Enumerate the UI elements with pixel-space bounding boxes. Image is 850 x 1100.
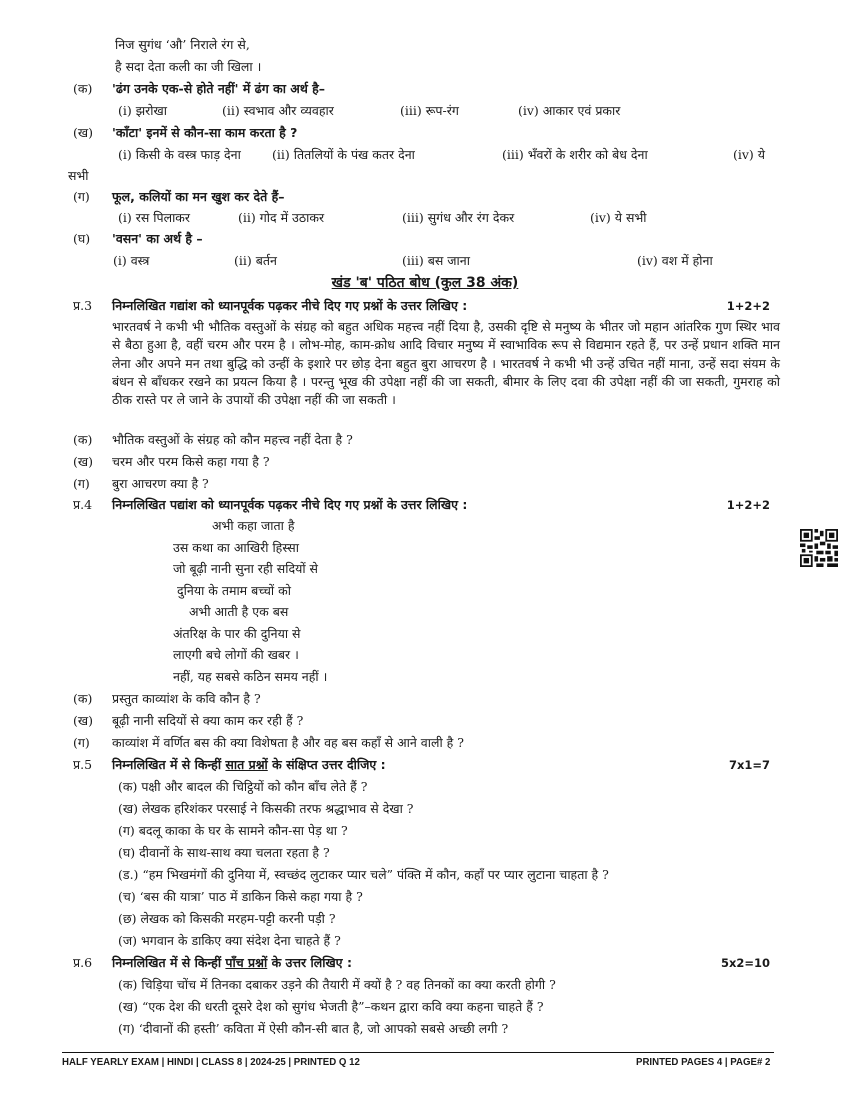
mcq-question: फूल, कलियों का मन खुश कर देते हैं– — [112, 189, 285, 204]
poem-line: निज सुगंध ‘औ’ निराले रंग से, — [115, 37, 250, 52]
sub-question-label: (ख) — [73, 713, 93, 728]
sub-question-label: (क) — [73, 691, 93, 706]
question-instruction: निम्नलिखित में से किन्हीं पाँच प्रश्नों के उत्तर लिखिए : — [112, 955, 352, 970]
sub-question: (घ) दीवानों के साथ-साथ क्या चलता रहता है ? — [118, 845, 330, 860]
prose-passage: भारतवर्ष ने कभी भी भौतिक वस्तुओं के संग्रह को बहुत अधिक महत्त्व नहीं दिया है, उसकी दृष्टि से मनुष्य के भीतर जो महान आंतरिक गुण स्थिर भाव से बैठा हुआ है, वहीं चरम और परम है । लोभ-मोह, काम-क्रोध आदि विचार मनुष्य में स्वाभाविक रूप से विद्यमान रहते हैं, पर उन्हें प्रधान शक्ति मान लेना और अपने मन तथा बुद्धि को उन्हीं के इशारे पर छोड़ देना बहुत बुरा आचरण है । भारतवर्ष ने कभी भी उन्हें उचित नहीं माना, उन्हें सदा संयम के बंधन से बाँधकर रखने का प्रयत्न किया है । परन्तु भूख की उपेक्षा नहीं की जा सकती, बीमार के लिए दवा की उपेक्षा नहीं की जा सकती, गुमराह को ठीक रास्ते पर ले जाने के उपायों की उपेक्षा नहीं की जा सकती । — [112, 319, 780, 408]
mcq-label: (क) — [73, 81, 93, 96]
question-instruction: निम्नलिखित में से किन्हीं सात प्रश्नों के संक्षिप्त उत्तर दीजिए : — [112, 757, 386, 772]
sub-question-label: (ख) — [73, 454, 93, 469]
poem-line: अभी आती है एक बस — [189, 604, 289, 619]
section-heading: खंड 'ब' पठित बोध (कुल 38 अंक) — [331, 275, 519, 291]
mcq-option: (i) रस पिलाकर — [118, 210, 191, 225]
sub-question-label: (ग) — [73, 735, 90, 750]
sub-question: (ग) बदलू काका के घर के सामने कौन-सा पेड़ था ? — [118, 823, 348, 838]
sub-question: (क) चिड़िया चोंच में तिनका दबाकर उड़ने की तैयारी में क्यों है ? वह तिनकों का क्या करती होगी ? — [118, 977, 556, 992]
poem-line: अंतरिक्ष के पार की दुनिया से — [173, 626, 301, 641]
footer-divider — [62, 1052, 774, 1053]
mcq-label: (घ) — [73, 231, 91, 246]
sub-question: प्रस्तुत काव्यांश के कवि कौन है ? — [112, 691, 261, 706]
mcq-option: (i) झरोखा — [118, 103, 167, 118]
sub-question-label: (ग) — [73, 476, 90, 491]
poem-line: उस कथा का आखिरी हिस्सा — [173, 540, 299, 555]
mcq-option: (iv) वश में होना — [637, 253, 713, 268]
mcq-option: (iii) बस जाना — [402, 253, 470, 268]
mcq-option: (iv) ये — [733, 147, 766, 162]
mcq-option: (iv) ये सभी — [590, 210, 647, 225]
sub-question: (ड.) “हम भिखमंगों की दुनिया में, स्वच्छंद लुटाकर प्यार चले” पंक्ति में कौन, कहाँ पर प्यार लुटाना चाहता है ? — [118, 867, 609, 882]
mcq-option-overflow: सभी — [68, 168, 89, 183]
sub-question: भौतिक वस्तुओं के संग्रह को कौन महत्त्व नहीं देता है ? — [112, 432, 353, 447]
mcq-option: (ii) बर्तन — [234, 253, 277, 268]
question-number: प्र.6 — [73, 955, 93, 970]
emphasized-count: पाँच प्रश्नों — [225, 955, 268, 970]
mcq-option: (ii) स्वभाव और व्यवहार — [222, 103, 334, 118]
mcq-option: (iv) आकार एवं प्रकार — [518, 103, 621, 118]
poem-line: लाएगी बचे लोगों की खबर । — [173, 647, 299, 662]
sub-question: (ख) लेखक हरिशंकर परसाई ने किसकी तरफ श्रद्धाभाव से देखा ? — [118, 801, 414, 816]
question-number: प्र.4 — [73, 497, 93, 512]
question-number: प्र.5 — [73, 757, 93, 772]
mcq-option: (ii) गोद में उठाकर — [238, 210, 325, 225]
mcq-question: 'वसन' का अर्थ है – — [112, 231, 203, 246]
mcq-question: 'काँटा' इनमें से कौन-सा काम करता है ? — [112, 125, 298, 140]
question-marks: 1+2+2 — [726, 299, 770, 313]
sub-question: (क) पक्षी और बादल की चिट्ठियों को कौन बाँच लेते हैं ? — [118, 779, 368, 794]
mcq-option: (ii) तितलियों के पंख कतर देना — [272, 147, 415, 162]
poem-line: दुनिया के तमाम बच्चों को — [177, 583, 291, 598]
sub-question-label: (क) — [73, 432, 93, 447]
sub-question: काव्यांश में वर्णित बस की क्या विशेषता है और वह बस कहाँ से आने वाली है ? — [112, 735, 464, 750]
sub-question: (च) ‘बस की यात्रा’ पाठ में डाकिन किसे कहा गया है ? — [118, 889, 363, 904]
question-instruction: निम्नलिखित गद्यांश को ध्यानपूर्वक पढ़कर नीचे दिए गए प्रश्नों के उत्तर लिखिए : — [112, 298, 468, 313]
mcq-label: (ख) — [73, 125, 93, 140]
question-marks: 7x1=7 — [728, 758, 770, 772]
sub-question: (ख) “एक देश की धरती दूसरे देश को सुगंध भेजती है”–कथन द्वारा कवि क्या कहना चाहते हैं ? — [118, 999, 544, 1014]
poem-line: है सदा देता कली का जी खिला । — [115, 59, 262, 74]
mcq-option: (i) किसी के वस्त्र फाड़ देना — [118, 147, 241, 162]
question-marks: 1+2+2 — [726, 498, 770, 512]
mcq-option: (iii) सुगंध और रंग देकर — [402, 210, 515, 225]
mcq-question: 'ढंग उनके एक-से होते नहीं' में ढंग का अर्थ है– — [112, 81, 326, 96]
question-instruction: निम्नलिखित पद्यांश को ध्यानपूर्वक पढ़कर नीचे दिए गए प्रश्नों के उत्तर लिखिए : — [112, 497, 468, 512]
question-marks: 5x2=10 — [720, 956, 770, 970]
sub-question: बूढ़ी नानी सदियों से क्या काम कर रही हैं ? — [112, 713, 304, 728]
sub-question: चरम और परम किसे कहा गया है ? — [112, 454, 270, 469]
sub-question: बुरा आचरण क्या है ? — [112, 476, 209, 491]
emphasized-count: सात प्रश्नों — [225, 757, 268, 772]
footer-left: HALF YEARLY EXAM | HINDI | CLASS 8 | 2024-25 | PRINTED Q 12 — [62, 1056, 360, 1068]
mcq-option: (iii) भँवरों के शरीर को बेध देना — [502, 147, 648, 162]
question-number: प्र.3 — [73, 298, 93, 313]
mcq-option: (iii) रूप-रंग — [400, 103, 459, 118]
sub-question: (ग) ‘दीवानों की हस्ती’ कविता में ऐसी कौन-सी बात है, जो आपको सबसे अच्छी लगी ? — [118, 1021, 509, 1036]
poem-line: अभी कहा जाता है — [212, 518, 295, 533]
sub-question: (छ) लेखक को किसकी मरहम-पट्टी करनी पड़ी ? — [118, 911, 336, 926]
poem-line: जो बूढ़ी नानी सुना रही सदियों से — [173, 561, 318, 576]
qr-code-icon — [800, 528, 838, 568]
sub-question: (ज) भगवान के डाकिए क्या संदेश देना चाहते हैं ? — [118, 933, 341, 948]
footer-right: PRINTED PAGES 4 | PAGE# 2 — [636, 1056, 771, 1068]
poem-line: नहीं, यह सबसे कठिन समय नहीं । — [173, 669, 328, 684]
mcq-label: (ग) — [73, 189, 90, 204]
mcq-option: (i) वस्त्र — [113, 253, 150, 268]
